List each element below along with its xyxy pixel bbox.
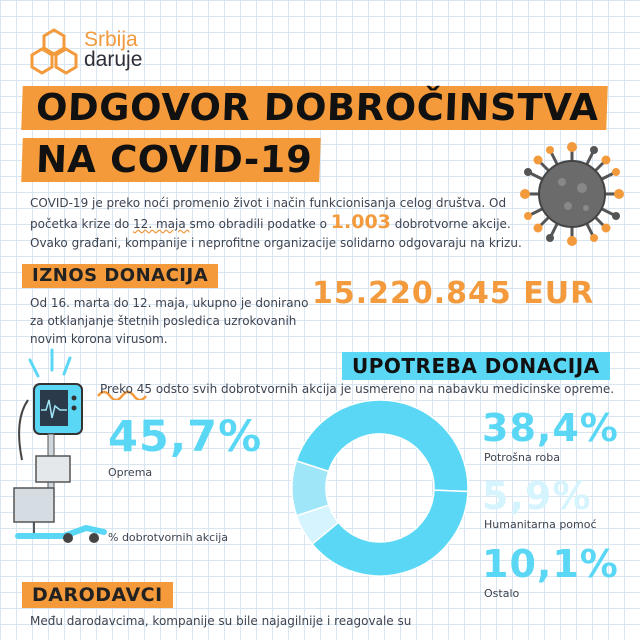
main-share-label: Oprema	[108, 466, 153, 479]
action-count: 1.003	[330, 211, 391, 233]
main-share-value: 45,7%	[108, 412, 263, 462]
section-heading-upotreba: UPOTREBA DONACIJA	[342, 352, 610, 380]
medical-monitor-icon	[8, 340, 108, 550]
donut-slice-ostalo	[292, 461, 329, 516]
intro-date: 12. maja	[133, 217, 190, 231]
intro-paragraph	[30, 194, 530, 253]
section-heading-iznos: IZNOS DONACIJA	[22, 264, 218, 288]
share-label-potrosna: Potrošna roba	[484, 451, 560, 464]
darodavci-paragraph: Među darodavcima, kompanije su bile najagilnije i reagovale su	[30, 614, 412, 628]
share-label-ostalo: Ostalo	[484, 587, 520, 600]
donut-slice-potrosna	[312, 490, 468, 576]
iznos-paragraph: Od 16. marta do 12. maja, ukupno je donirano za otklanjanje štetnih posledica uzrokovanih novim korona virusom.	[30, 296, 309, 346]
brand-line-2: daruje	[84, 48, 143, 71]
total-amount: 15.220.845 EUR	[312, 276, 595, 311]
share-value-ostalo: 10,1%	[482, 542, 619, 586]
coronavirus-icon	[520, 142, 624, 246]
page-title-line-2: NA COVID-19	[21, 138, 321, 182]
share-label-humanitarna: Humanitarna pomoć	[484, 518, 597, 531]
donation-usage-donut	[290, 398, 470, 578]
upotreba-paragraph: Preko 45 odsto svih dobrotvornih akcija je usmereno na nabavku medicinske opreme.	[100, 382, 615, 396]
unit-label: % dobrotvornih akcija	[108, 531, 229, 544]
page-title-line-1: ODGOVOR DOBROČINSTVA	[21, 86, 607, 130]
intro-text-2: smo obradili podatke o	[189, 217, 331, 231]
share-value-potrosna: 38,4%	[482, 406, 619, 450]
brand-name	[84, 30, 142, 70]
intro-text-3: dobrotvorne akcije. Ovako građani, kompanije i neprofitne organizacije solidarno odgovaraju na krizu.	[30, 217, 522, 250]
brand-line-1: Srbija	[84, 28, 138, 51]
hexagon-logo-icon	[28, 27, 80, 77]
intro-text-1: COVID-19 je preko noći promenio život i način funkcionisanja celog društva. Od početka krize do	[30, 196, 507, 231]
share-value-humanitarna: 5,9%	[482, 474, 592, 518]
section-heading-darodavci: DARODAVCI	[22, 582, 173, 608]
